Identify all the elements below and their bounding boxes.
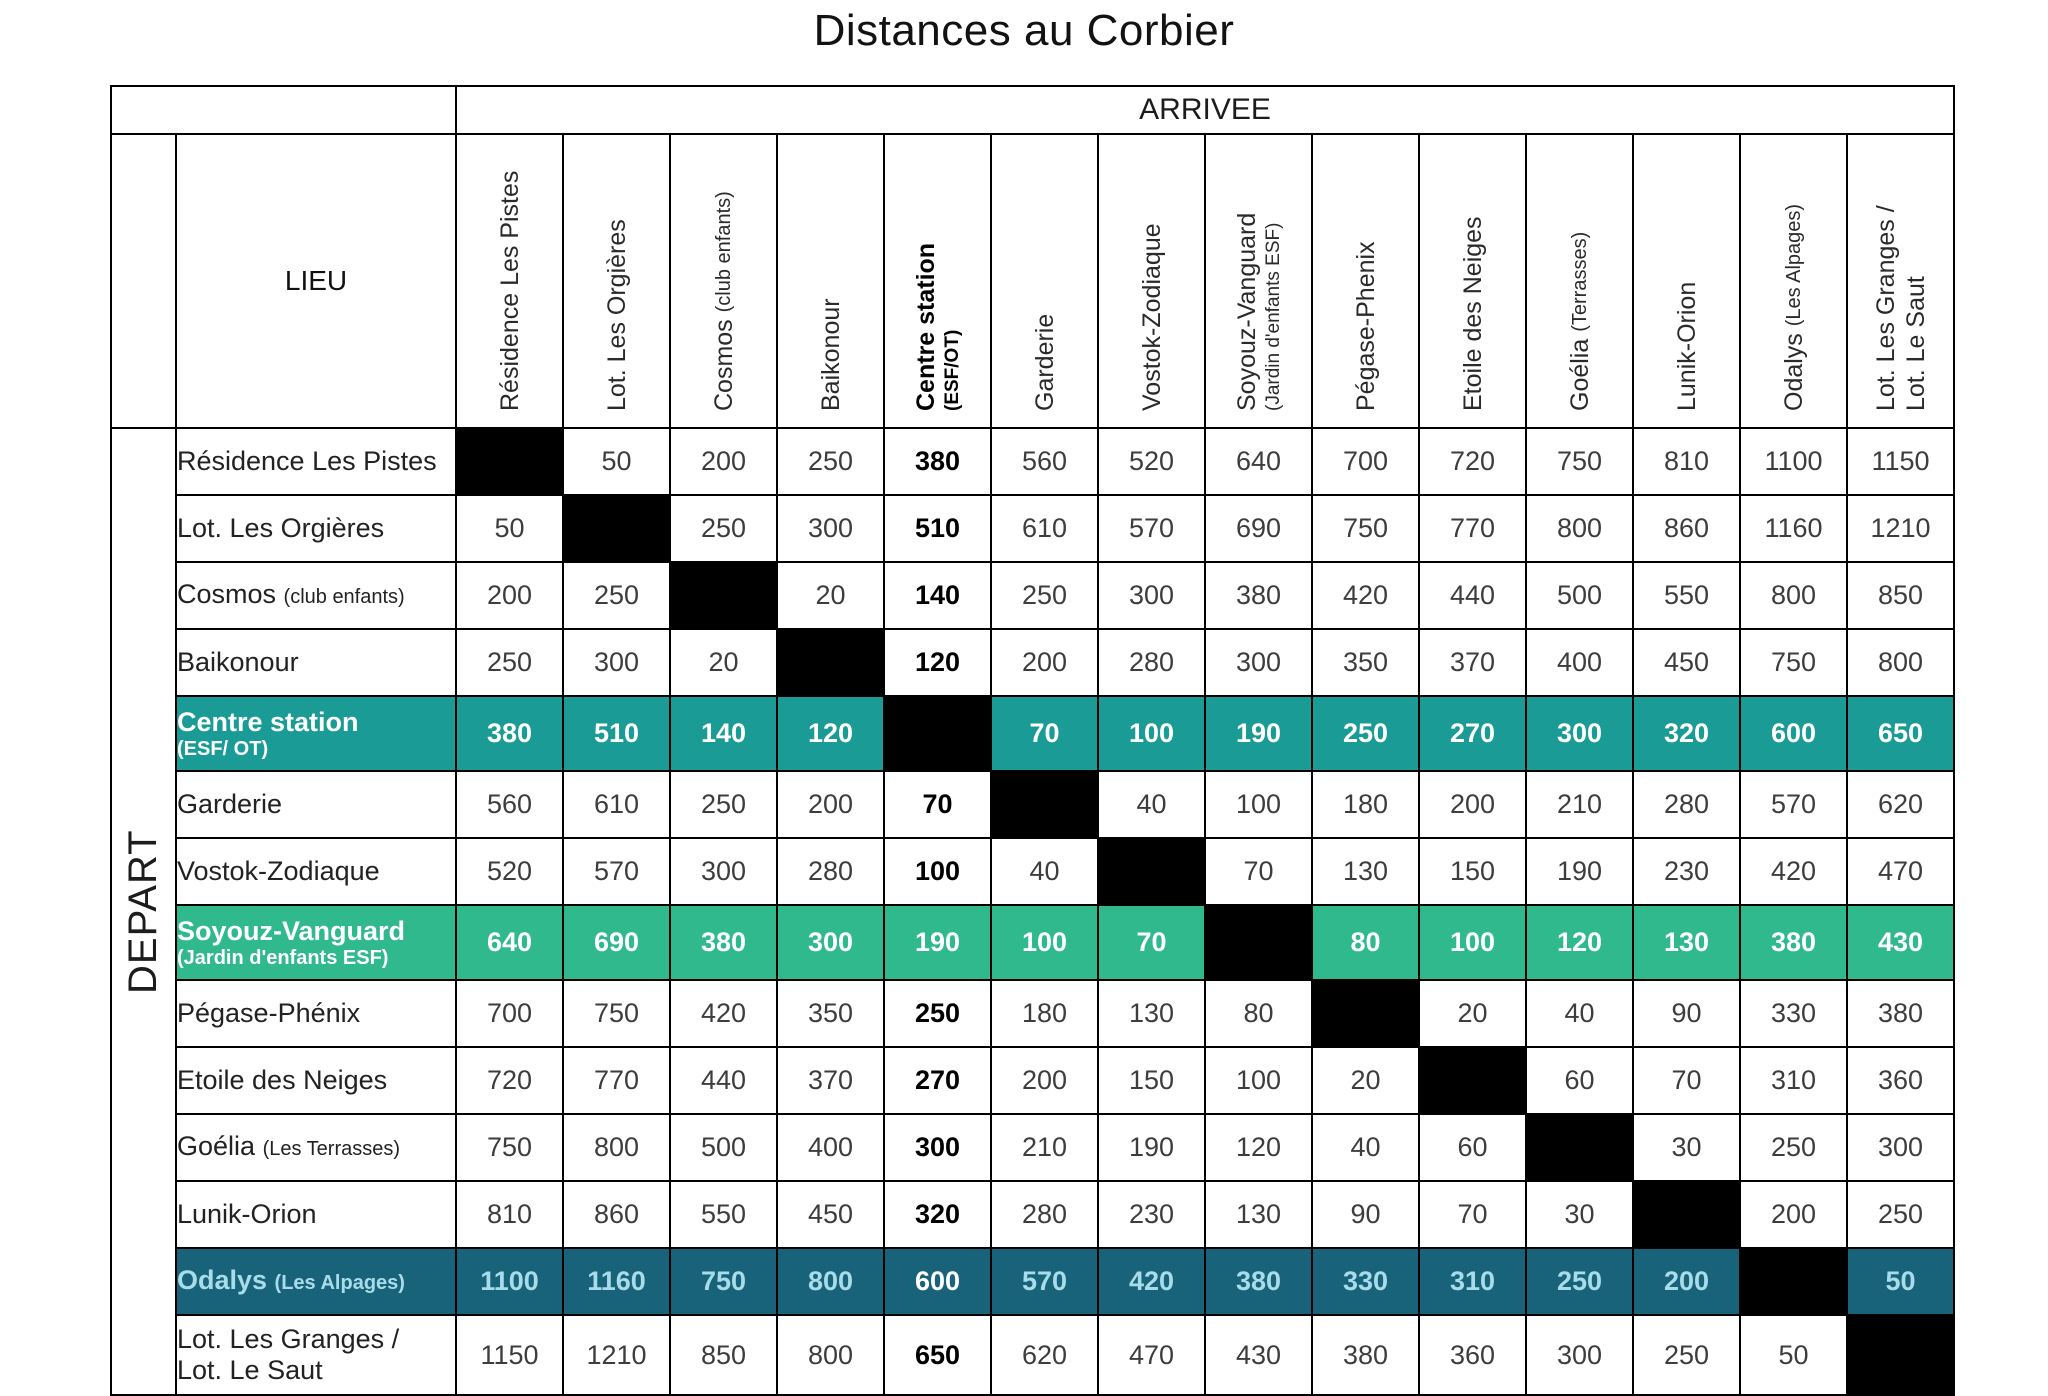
distance-cell: 800 [1740,562,1847,629]
column-header: Centre station (ESF/OT) [884,134,991,428]
diagonal-cell [670,562,777,629]
distance-cell: 770 [563,1047,670,1114]
distance-cell: 440 [670,1047,777,1114]
distance-cell: 800 [777,1248,884,1315]
distance-cell: 1160 [1740,495,1847,562]
distance-cell: 440 [1419,562,1526,629]
distance-cell: 80 [1205,980,1312,1047]
distance-cell: 350 [1312,629,1419,696]
row-label: Goélia (Les Terrasses) [176,1114,456,1181]
distance-cell: 90 [1633,980,1740,1047]
distance-cell: 300 [777,495,884,562]
distance-cell: 40 [991,838,1098,905]
distance-cell: 130 [1205,1181,1312,1248]
distance-cell: 350 [777,980,884,1047]
distance-cell: 1210 [563,1315,670,1395]
distance-cell: 100 [1205,1047,1312,1114]
distance-cell: 230 [1633,838,1740,905]
column-header: Vostok-Zodiaque [1098,134,1205,428]
diagonal-cell [1205,905,1312,980]
arrivee-header: ARRIVEE [456,86,1954,134]
distance-cell: 70 [1205,838,1312,905]
distance-cell: 50 [563,428,670,495]
distance-cell: 560 [991,428,1098,495]
distance-cell: 320 [884,1181,991,1248]
distance-cell: 860 [1633,495,1740,562]
distance-cell: 1160 [563,1248,670,1315]
distance-cell: 380 [1312,1315,1419,1395]
distance-cell: 40 [1098,771,1205,838]
distance-cell: 310 [1740,1047,1847,1114]
blank-corner [111,86,456,134]
distance-table [110,85,1955,1396]
distance-cell: 1150 [1847,428,1954,495]
distance-cell: 210 [991,1114,1098,1181]
distance-cell: 370 [777,1047,884,1114]
distance-cell: 1150 [456,1315,563,1395]
distance-cell: 50 [456,495,563,562]
distance-cell: 40 [1312,1114,1419,1181]
distance-cell: 520 [1098,428,1205,495]
distance-cell: 100 [884,838,991,905]
distance-cell: 570 [1098,495,1205,562]
distance-cell: 210 [1526,771,1633,838]
distance-cell: 60 [1526,1047,1633,1114]
distance-cell: 560 [456,771,563,838]
distance-cell: 750 [1740,629,1847,696]
distance-cell: 650 [884,1315,991,1395]
distance-cell: 140 [670,696,777,771]
distance-cell: 300 [670,838,777,905]
column-header: Baikonour [777,134,884,428]
column-header: Odalys (Les Alpages) [1740,134,1847,428]
distance-cell: 800 [1526,495,1633,562]
distance-cell: 620 [1847,771,1954,838]
distance-cell: 800 [777,1315,884,1395]
distance-cell: 500 [1526,562,1633,629]
distance-cell: 30 [1633,1114,1740,1181]
row-label: Lunik-Orion [176,1181,456,1248]
distance-cell: 690 [563,905,670,980]
distance-cell: 300 [563,629,670,696]
distance-cell: 400 [777,1114,884,1181]
distance-cell: 150 [1098,1047,1205,1114]
distance-cell: 380 [456,696,563,771]
distance-cell: 190 [884,905,991,980]
distance-cell: 300 [777,905,884,980]
distance-cell: 20 [1312,1047,1419,1114]
diagonal-cell [456,428,563,495]
distance-cell: 70 [1419,1181,1526,1248]
distance-cell: 430 [1205,1315,1312,1395]
distance-cell: 650 [1847,696,1954,771]
distance-cell: 80 [1312,905,1419,980]
distance-cell: 380 [884,428,991,495]
distance-cell: 190 [1526,838,1633,905]
distance-cell: 570 [563,838,670,905]
distance-cell: 470 [1847,838,1954,905]
distance-cell: 520 [456,838,563,905]
distance-cell: 600 [1740,696,1847,771]
distance-cell: 610 [563,771,670,838]
distance-cell: 280 [991,1181,1098,1248]
distance-cell: 1210 [1847,495,1954,562]
distance-cell: 200 [777,771,884,838]
distance-cell: 250 [991,562,1098,629]
distance-cell: 720 [1419,428,1526,495]
distance-cell: 300 [884,1114,991,1181]
column-header: Lunik-Orion [1633,134,1740,428]
distance-cell: 50 [1740,1315,1847,1395]
distance-cell: 570 [1740,771,1847,838]
distance-cell: 130 [1312,838,1419,905]
distance-cell: 180 [991,980,1098,1047]
distance-cell: 380 [1847,980,1954,1047]
distance-cell: 810 [456,1181,563,1248]
distance-cell: 250 [670,771,777,838]
distance-cell: 190 [1205,696,1312,771]
column-header: Lot. Les Orgières [563,134,670,428]
diagonal-cell [563,495,670,562]
distance-cell: 60 [1419,1114,1526,1181]
distance-cell: 750 [670,1248,777,1315]
row-label: Garderie [176,771,456,838]
distance-cell: 250 [456,629,563,696]
distance-cell: 250 [884,980,991,1047]
page-title: Distances au Corbier [813,6,1235,55]
distance-cell: 250 [777,428,884,495]
distance-cell: 810 [1633,428,1740,495]
distance-cell: 20 [1419,980,1526,1047]
distance-cell: 640 [1205,428,1312,495]
distance-cell: 100 [1419,905,1526,980]
row-label: Baikonour [176,629,456,696]
distance-cell: 250 [1633,1315,1740,1395]
distance-cell: 120 [1205,1114,1312,1181]
distance-cell: 470 [1098,1315,1205,1395]
distance-cell: 90 [1312,1181,1419,1248]
distance-cell: 250 [563,562,670,629]
distance-cell: 750 [1526,428,1633,495]
diagonal-cell [1633,1181,1740,1248]
distance-cell: 360 [1847,1047,1954,1114]
diagonal-cell [1098,838,1205,905]
distance-cell: 550 [1633,562,1740,629]
diagonal-cell [1740,1248,1847,1315]
distance-cell: 200 [991,629,1098,696]
diagonal-cell [1419,1047,1526,1114]
distance-cell: 70 [1633,1047,1740,1114]
distance-cell: 420 [1740,838,1847,905]
distance-cell: 420 [670,980,777,1047]
distance-cell: 770 [1419,495,1526,562]
distance-cell: 1100 [456,1248,563,1315]
diagonal-cell [1847,1315,1954,1395]
distance-cell: 300 [1526,1315,1633,1395]
column-header: Goélia (Terrasses) [1526,134,1633,428]
distance-cell: 280 [1633,771,1740,838]
column-header: Lot. Les Granges / Lot. Le Saut [1847,134,1954,428]
row-label: Pégase-Phénix [176,980,456,1047]
distance-cell: 20 [777,562,884,629]
row-label: Résidence Les Pistes [176,428,456,495]
distance-cell: 200 [1740,1181,1847,1248]
distance-cell: 270 [1419,696,1526,771]
distance-cell: 200 [991,1047,1098,1114]
distance-cell: 250 [670,495,777,562]
distance-cell: 120 [777,696,884,771]
row-label: Soyouz-Vanguard (Jardin d'enfants ESF) [176,905,456,980]
distance-cell: 800 [563,1114,670,1181]
distance-cell: 750 [456,1114,563,1181]
distance-cell: 430 [1847,905,1954,980]
distance-cell: 130 [1633,905,1740,980]
distance-cell: 120 [884,629,991,696]
column-header: Garderie [991,134,1098,428]
column-header: Etoile des Neiges [1419,134,1526,428]
distance-cell: 800 [1847,629,1954,696]
distance-cell: 500 [670,1114,777,1181]
diagonal-cell [1526,1114,1633,1181]
diagonal-cell [1312,980,1419,1047]
distance-cell: 420 [1312,562,1419,629]
row-label: Lot. Les Granges / Lot. Le Saut [176,1315,456,1395]
distance-cell: 200 [1633,1248,1740,1315]
distance-cell: 450 [777,1181,884,1248]
distance-cell: 300 [1098,562,1205,629]
distance-cell: 860 [563,1181,670,1248]
distance-cell: 850 [1847,562,1954,629]
distance-cell: 380 [1205,1248,1312,1315]
distance-cell: 450 [1633,629,1740,696]
distance-cell: 380 [1740,905,1847,980]
distance-cell: 850 [670,1315,777,1395]
distance-cell: 180 [1312,771,1419,838]
column-header: Résidence Les Pistes [456,134,563,428]
distance-cell: 200 [456,562,563,629]
distance-cell: 750 [563,980,670,1047]
distance-cell: 360 [1419,1315,1526,1395]
distance-cell: 70 [991,696,1098,771]
distance-cell: 600 [884,1248,991,1315]
lieu-header: LIEU [176,134,456,428]
distance-cell: 280 [1098,629,1205,696]
distance-cell: 250 [1312,696,1419,771]
distance-cell: 190 [1098,1114,1205,1181]
distance-cell: 200 [1419,771,1526,838]
distance-cell: 310 [1419,1248,1526,1315]
column-header: Cosmos (club enfants) [670,134,777,428]
distance-cell: 380 [670,905,777,980]
distance-cell: 130 [1098,980,1205,1047]
distance-cell: 250 [1847,1181,1954,1248]
distance-cell: 230 [1098,1181,1205,1248]
distance-cell: 620 [991,1315,1098,1395]
blank-corner [111,134,176,428]
distance-cell: 330 [1312,1248,1419,1315]
distance-cell: 140 [884,562,991,629]
distance-cell: 300 [1526,696,1633,771]
distance-cell: 700 [456,980,563,1047]
column-header: Soyouz-Vanguard (Jardin d'enfants ESF) [1205,134,1312,428]
depart-header: DEPART [111,428,176,1395]
row-label: Vostok-Zodiaque [176,838,456,905]
distance-cell: 200 [670,428,777,495]
distance-cell: 280 [777,838,884,905]
column-header: Pégase-Phenix [1312,134,1419,428]
distance-cell: 70 [884,771,991,838]
distance-cell: 300 [1205,629,1312,696]
distance-cell: 1100 [1740,428,1847,495]
distance-cell: 50 [1847,1248,1954,1315]
diagonal-cell [991,771,1098,838]
distance-cell: 510 [563,696,670,771]
distance-cell: 420 [1098,1248,1205,1315]
distance-cell: 20 [670,629,777,696]
row-label: Lot. Les Orgières [176,495,456,562]
distance-cell: 270 [884,1047,991,1114]
distance-cell: 510 [884,495,991,562]
distance-cell: 550 [670,1181,777,1248]
distance-cell: 30 [1526,1181,1633,1248]
distance-cell: 720 [456,1047,563,1114]
distance-cell: 640 [456,905,563,980]
distance-cell: 300 [1847,1114,1954,1181]
distance-cell: 150 [1419,838,1526,905]
distance-cell: 100 [991,905,1098,980]
row-label: Cosmos (club enfants) [176,562,456,629]
distance-cell: 70 [1098,905,1205,980]
distance-cell: 370 [1419,629,1526,696]
distance-cell: 380 [1205,562,1312,629]
distance-cell: 400 [1526,629,1633,696]
row-label: Odalys (Les Alpages) [176,1248,456,1315]
distance-cell: 570 [991,1248,1098,1315]
distance-cell: 100 [1205,771,1312,838]
distance-cell: 100 [1098,696,1205,771]
distance-cell: 250 [1526,1248,1633,1315]
diagonal-cell [777,629,884,696]
diagonal-cell [884,696,991,771]
distance-cell: 690 [1205,495,1312,562]
distance-cell: 330 [1740,980,1847,1047]
distance-cell: 610 [991,495,1098,562]
distance-cell: 250 [1740,1114,1847,1181]
distance-cell: 320 [1633,696,1740,771]
distance-cell: 120 [1526,905,1633,980]
row-label: Centre station (ESF/ OT) [176,696,456,771]
distance-cell: 700 [1312,428,1419,495]
distance-cell: 40 [1526,980,1633,1047]
distance-cell: 750 [1312,495,1419,562]
row-label: Etoile des Neiges [176,1047,456,1114]
